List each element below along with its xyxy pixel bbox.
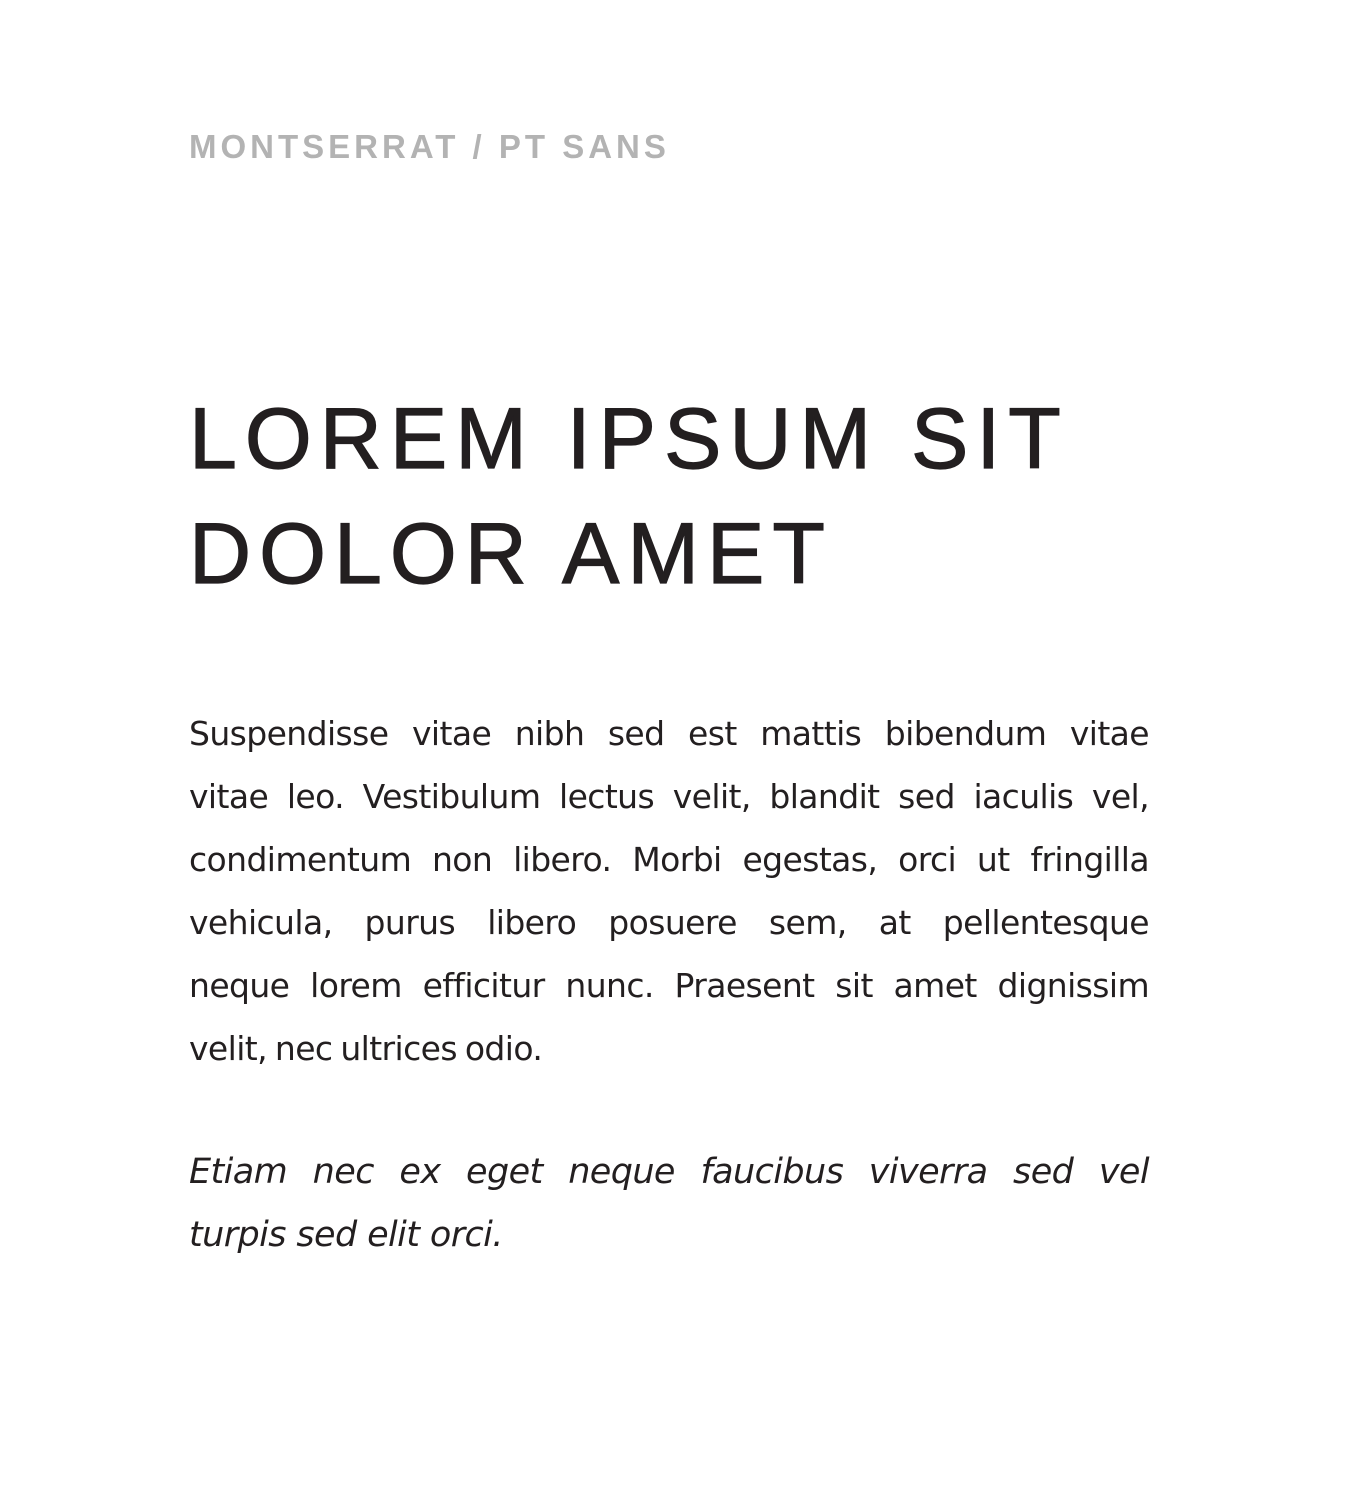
italic-line: Etiam nec ex eget neque faucibus viverra sed vel: [189, 1152, 1149, 1192]
body-line: velit, nec ultrices odio.: [189, 1029, 543, 1068]
headline-line: DOLOR AMET: [189, 506, 833, 602]
body-line: neque lorem efficitur nunc. Praesent sit amet dignissim: [189, 966, 1149, 1005]
headline: [189, 382, 1149, 612]
body-line: Suspendisse vitae nibh sed est mattis bibendum vitae: [189, 714, 1149, 753]
body-line: condimentum non libero. Morbi egestas, orci ut fringilla: [189, 840, 1149, 879]
italic-line: turpis sed elit orci.: [189, 1215, 503, 1255]
body-line: vitae leo. Vestibulum lectus velit, blandit sed iaculis vel,: [189, 777, 1149, 816]
font-pairing-label: MONTSERRAT / PT SANS: [189, 128, 670, 165]
headline-line: LOREM IPSUM SIT: [189, 391, 1069, 487]
body-paragraph: [189, 702, 1149, 1080]
italic-paragraph: [189, 1141, 1149, 1267]
body-line: vehicula, purus libero posuere sem, at pellentesque: [189, 903, 1149, 942]
